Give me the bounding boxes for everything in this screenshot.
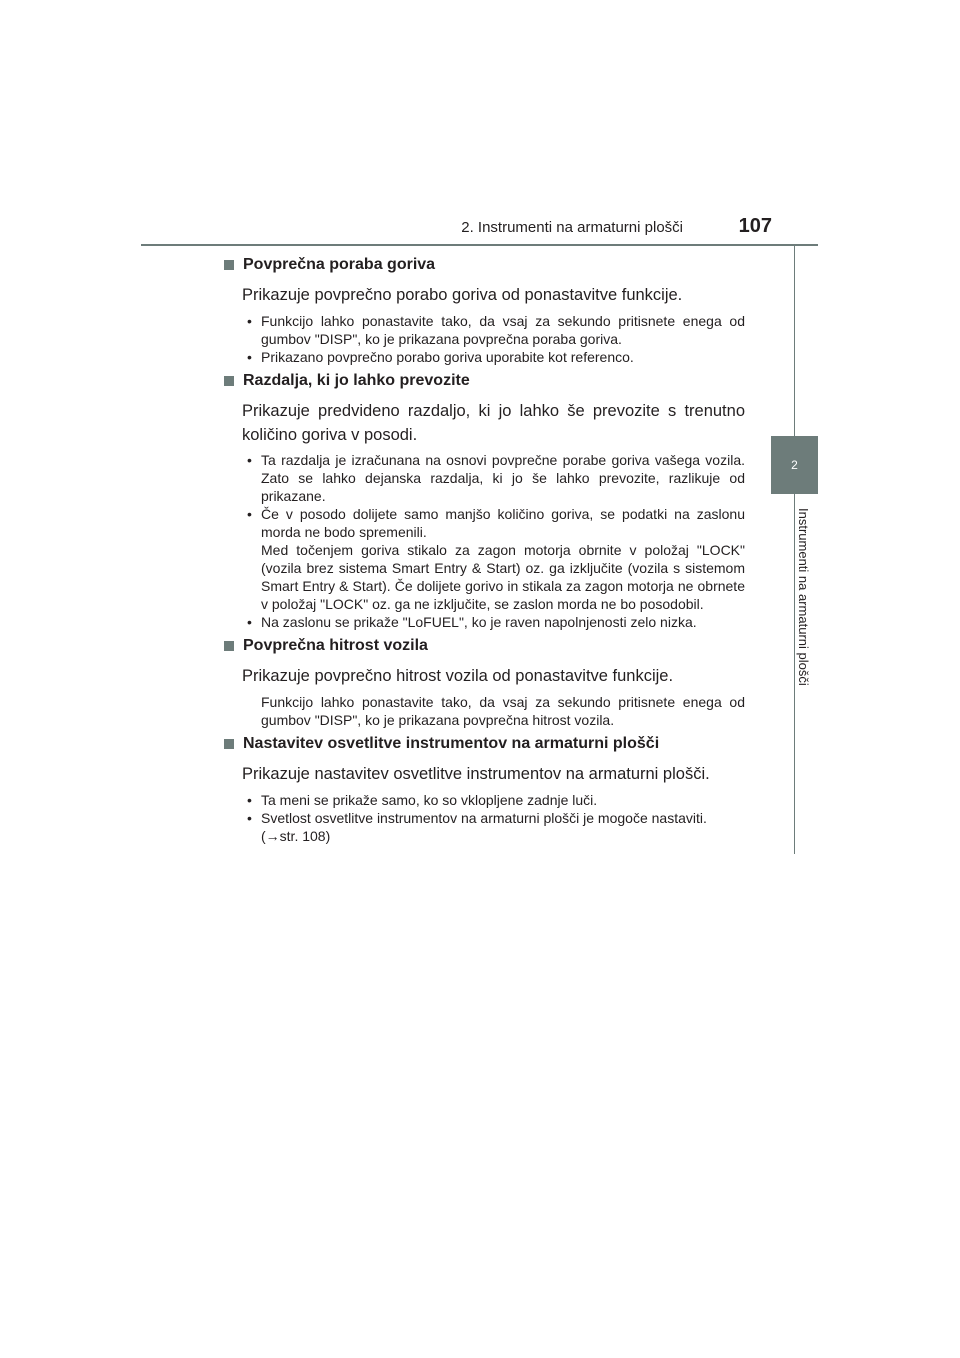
bullet-icon: •: [247, 452, 252, 468]
section-lead: Prikazuje povprečno porabo goriva od ponastavitve funkcije.: [242, 286, 683, 304]
section-remaining-range: [222, 371, 745, 631]
section-title: Nastavitev osvetlitve instrumentov na armaturni plošči: [222, 734, 745, 754]
note-list: [242, 451, 745, 631]
chapter-tab-label: Instrumenti na armaturni plošči: [796, 508, 811, 686]
note-continuation: Med točenjem goriva stikalo za zagon motorja obrnite v položaj "LOCK" (vozila brez sistema Smart Entry & Start) oz. ga izključite (vozila s sistemom Smart Entry & Start). Če dolijete gorivo in stikala za zagon motorja ne obrnete v položaj "LOCK" oz. ga ne izključite, se zaslon morda ne bo posodobil.: [261, 542, 745, 612]
list-item: • Na zaslonu se prikaže "LoFUEL", ko je raven napolnjenosti zelo nizka.: [247, 614, 697, 630]
section-title: Razdalja, ki jo lahko prevozite: [222, 371, 745, 391]
section-note: Funkcijo lahko ponastavite tako, da vsaj za sekundo pritisnete enega od gumbov "DISP", ko je prikazana povprečna hitrost vozila.: [261, 694, 745, 728]
bullet-icon: •: [247, 614, 252, 630]
bullet-icon: •: [247, 810, 252, 826]
list-item: • Prikazano povprečno porabo goriva uporabite kot referenco.: [247, 349, 634, 365]
chapter-tab: [771, 436, 818, 494]
section-instrument-lighting: [222, 734, 745, 845]
note-list: [242, 312, 745, 366]
section-lead: Prikazuje predvideno razdaljo, ki jo lahko še prevozite s trenutno količino goriva v posodi.: [242, 402, 745, 444]
list-item: • Funkcijo lahko ponastavite tako, da vsaj za sekundo pritisnete enega od gumbov "DISP", ko je prikazana povprečna poraba goriva.: [247, 313, 745, 347]
section-title: Povprečna hitrost vozila: [222, 636, 745, 656]
side-divider-top: [794, 246, 795, 436]
side-divider-bottom: [794, 494, 795, 854]
bullet-icon: •: [247, 313, 252, 329]
list-item: • Svetlost osvetlitve instrumentov na armaturni plošči je mogoče nastaviti. (→str. 108): [242, 809, 745, 845]
page-content: [222, 255, 745, 850]
square-bullet-icon: [224, 641, 234, 651]
chapter-tab-number: 2: [791, 458, 798, 472]
square-bullet-icon: [224, 260, 234, 270]
page-reference: (→str. 108): [261, 828, 331, 844]
list-item: • Če v posodo dolijete samo manjšo količino goriva, se podatki na zaslonu morda ne bodo spremenili. Med točenjem goriva stikalo za zagon motorja obrnite v položaj "LOCK" (vozila brez sistema Smart Entry & Start) oz. ga izključite (vozila s sistemom Smart Entry & Start). Če dolijete gorivo in stikala za zagon motorja ne obrnete v položaj "LOCK" oz. ga ne izključite, se zaslon morda ne bo posodobil.: [247, 506, 745, 612]
section-lead: Prikazuje nastavitev osvetlitve instrumentov na armaturni plošči.: [242, 765, 710, 783]
list-item: • Ta razdalja je izračunana na osnovi povprečne porabe goriva vašega vozila. Zato se lahko dejanska razdalja, ki jo še lahko prevozite, razlikuje od prikazane.: [247, 452, 745, 504]
chapter-header: 2. Instrumenti na armaturni plošči: [461, 219, 683, 236]
section-title: Povprečna poraba goriva: [222, 255, 745, 275]
square-bullet-icon: [224, 376, 234, 386]
section-average-speed: [222, 636, 745, 729]
bullet-icon: •: [247, 506, 252, 522]
bullet-icon: •: [247, 792, 252, 808]
bullet-icon: •: [247, 349, 252, 365]
page-number: 107: [738, 215, 772, 237]
note-list: [242, 791, 745, 845]
square-bullet-icon: [224, 739, 234, 749]
section-average-fuel-consumption: [222, 255, 745, 366]
header-divider: [141, 244, 818, 246]
section-lead: Prikazuje povprečno hitrost vozila od ponastavitve funkcije.: [242, 667, 674, 685]
list-item: • Ta meni se prikaže samo, ko so vklopljene zadnje luči.: [247, 792, 598, 808]
